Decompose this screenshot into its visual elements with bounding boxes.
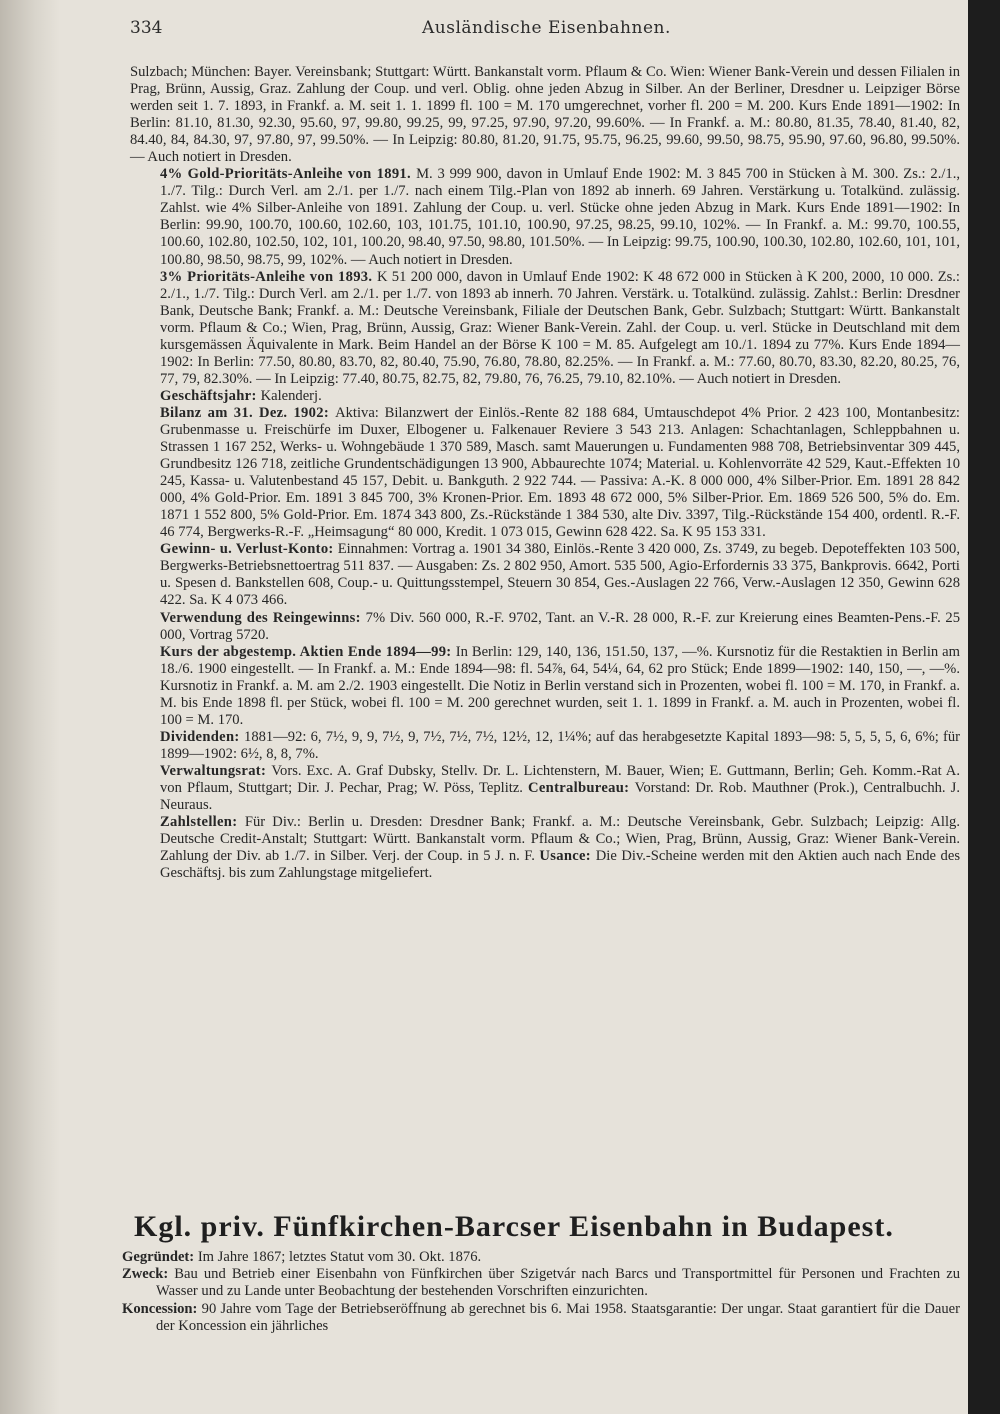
main-text [130, 64, 960, 882]
section-entries [122, 1249, 960, 1335]
paragraph-dividends: Dividenden: 1881—92: 6, 7½, 9, 9, 7½, 9, 7½, 7½, 7½, 12½, 12, 1¼%; auf das herabgesetzte Kapital 1893—98: 5, 5, 5, 5, 6, 6%; für 1899—1902: 6½, 8, 8, 7%. [160, 728, 960, 762]
paragraph-gold-priority-1891: 4% Gold-Prioritäts-Anleihe von 1891. M. 3 999 900, davon in Umlauf Ende 1902: M. 3 845 700 in Stücken à M. 300. Zs.: 2./1., 1./7. Tilg.: Durch Verl. am 2./1. per 1./7. nach einem Tilg.-Plan von 1892 ab innerh. 69 Jahren. Verstärkung u. Totalkünd. zulässig. Zahlst. wie 4% Silber-Anleihe von 1891. Zahlung der Coup. u. verl. Stücke ohne jeden Abzug in Mark. Kurs Ende 1891—1902: In Berlin: 99.90, 100.70, 100.60, 102.60, 103, 101.75, 101.10, 100.90, 97.25, 98.25, 99.10, 102%. — In Frankf. a. M.: 99.70, 100.55, 100.60, 102.80, 102.50, 102, 101, 100.20, 98.40, 97.50, 98.80, 101.50%. — In Leipzig: 99.75, 100.90, 100.30, 102.80, 102.60, 101, 101, 100.80, 98.50, 98.75, 99, 102%. — Auch notiert in Dresden. [160, 166, 960, 268]
paragraph-board: Verwaltungsrat: Vors. Exc. A. Graf Dubsky, Stellv. Dr. L. Lichtenstern, M. Bauer, Wien; E. Guttmann, Berlin; Geh. Komm.-Rat A. von Pflaum, Stuttgart; Dir. J. Pechar, Prag; W. Pöss, Teplitz. Centralbureau: Vorstand: Dr. Rob. Mauthner (Prok.), Centralbuchh. J. Neuraus. [160, 762, 960, 814]
paragraph-lead: Gewinn- u. Verlust-Konto: [160, 541, 338, 558]
page-header [130, 18, 950, 46]
page-binding-shadow [0, 0, 60, 1414]
entry-label: Zweck: [122, 1266, 175, 1283]
entry-label: Koncession: [122, 1300, 202, 1317]
paragraph-share-prices: Kurs der abgestemp. Aktien Ende 1894—99: In Berlin: 129, 140, 136, 151.50, 137, —%. Kursnotiz für die Restaktien in Berlin am 18./6. 1900 eingestellt. — In Frankf. a. M.: Ende 1894—98: fl. 54⅞, 64, 54¼, 64, 62 pro Stück; Ende 1899—1902: 140, 150, —, —%. Kursnotiz in Frankf. a. M. am 2./2. 1903 eingestellt. Die Notiz in Berlin verstand sich in Prozenten, wobei fl. 100 = M. 170, in Frankf. a. M. bis Ende 1898 fl. per Stück, wobei fl. 100 = M. 200 gerechnet wurden, seit 1. 1. 1899 in Frankf. a. M. auch in Prozenten, wobei fl. 100 = M. 170. [160, 643, 960, 728]
paragraph-lead: Kurs der abgestemp. Aktien Ende 1894—99: [160, 643, 456, 660]
section-heading: Kgl. priv. Fünfkirchen-Barcser Eisenbahn in Budapest. [134, 1210, 894, 1243]
entry-purpose: Zweck: Bau und Betrieb einer Eisenbahn von Fünfkirchen über Szigetvár nach Barcs und Transportmittel für Personen und Frachten zu Wasser und zu Lande unter Beobachtung der bestehenden Vorschriften einzurichten. [122, 1266, 960, 1300]
paragraph-bond-silver-continued: Sulzbach; München: Bayer. Vereinsbank; Stuttgart: Württ. Bankanstalt vorm. Pflaum & Co. Wien: Wiener Bank-Verein und dessen Filialen in Prag, Brünn, Aussig, Graz. Zahlung der Coup. und verl. Oblig. ohne jeden Abzug in Silber. An der Berliner, Dresdner u. Leipziger Börse werden seit 1. 7. 1893, in Frankf. a. M. seit 1. 1. 1899 fl. 100 = M. 170 umgerechnet, vorher fl. 200 = M. 200. Kurs Ende 1891—1902: In Berlin: 81.10, 81.30, 92.30, 95.60, 97, 99.80, 99.25, 99, 97.25, 97.90, 97.20, 99.60%. — In Frankf. a. M.: 80.80, 81.35, 78.40, 81.40, 82, 84.40, 84, 84.30, 97, 97.80, 97, 99.50%. — In Leipzig: 80.80, 81.20, 91.75, 95.75, 96.25, 99.60, 99.50, 98.75, 95.90, 97.60, 96.80, 99.50%. — Auch notiert in Dresden. [130, 64, 960, 166]
paragraph-lead: Zahlstellen: [160, 814, 245, 831]
entry-label: Gegründet: [122, 1249, 198, 1265]
paragraph-priority-1893: 3% Prioritäts-Anleihe von 1893. K 51 200 000, davon in Umlauf Ende 1902: K 48 672 000 in Stücken à K 200, 2000, 10 000. Zs.: 2./1., 1./7. Tilg.: Durch Verl. am 2./1. per 1./7. von 1893 ab innerh. 70 Jahren. Verstärk. u. Totalkünd. zulässig. Zahlst.: Berlin: Dresdner Bank, Deutsche Bank; Frankf. a. M.: Deutsche Vereinsbank, Filiale der Deutschen Bank, Gebr. Sulzbach; Stuttgart: Württ. Bankanstalt vorm. Pflaum & Co.; Wien, Prag, Brünn, Aussig, Graz: Wiener Bank-Verein. Zahl. der Coup. u. verl. Stücke in Deutschland mit dem kursgemässen Äquivalente in Mark. Beim Handel an der Börse K 100 = M. 85. Aufgelegt am 10./1. 1894 zu 77%. Kurs Ende 1894—1902: In Berlin: 77.50, 80.80, 83.70, 82, 80.40, 75.90, 76.80, 78.80, 82.25%. — In Frankf. a. M.: 77.60, 80.70, 83.30, 82.20, 80.25, 76, 77, 79, 82.30%. — In Leipzig: 77.40, 80.75, 82.75, 82, 79.80, 76, 76.25, 79.10, 82.10%. — Auch notiert in Dresden. [160, 268, 960, 387]
paragraph-lead-secondary: Usance: [539, 848, 596, 865]
paragraph-lead: 4% Gold-Prioritäts-Anleihe von 1891. [160, 166, 417, 183]
paragraph-lead: Verwaltungsrat: [160, 762, 272, 779]
paragraph-lead: Verwendung des Reingewinns: [160, 609, 366, 626]
paragraph-lead: 3% Prioritäts-Anleihe von 1893. [160, 268, 377, 285]
paragraph-lead: Bilanz am 31. Dez. 1902: [160, 404, 336, 421]
paragraph-paying-agents: Zahlstellen: Für Div.: Berlin u. Dresden: Dresdner Bank; Frankf. a. M.: Deutsche Vereinsbank, Gebr. Sulzbach; Leipzig: Allg. Deutsche Credit-Anstalt; Stuttgart: Württ. Bankanstalt vorm. Pflaum & Co.; Wien, Prag, Brünn, Aussig, Graz: Wiener Bank-Verein. Zahlung der Div. ab 1./7. in Silber. Verj. der Coup. in 5 J. n. F. Usance: Die Div.-Scheine werden mit den Aktien auch nach Ende des Geschäftsj. bis zum Zahlungstage mitgeliefert. [160, 814, 961, 882]
paragraph-balance-sheet: Bilanz am 31. Dez. 1902: Aktiva: Bilanzwert der Einlös.-Rente 82 188 684, Umtauschdepot 4% Prior. 2 423 100, Montanbesitz: Grubenmasse u. Freischürfe im Duxer, Elbogener u. Falkenauer Reviere 3 543 213. Anlagen: Schachtanlagen, Schleppbahnen u. Strassen 1 167 252, Werks- u. Wohngebäude 1 370 589, Masch. samt Mauerungen u. Fundamenten 988 708, Betriebsinventar 309 445, Grundbesitz 126 718, zeitliche Grundentschädigungen 13 900, Abbaurechte 1074; Material. u. Kohlenvorräte 42 529, Kaut.-Effekten 10 245, Kassa- u. Valutenbestand 45 157, Debit. u. Bankguth. 2 922 744. — Passiva: A.-K. 8 000 000, 4% Silber-Prior. Em. 1891 28 842 000, 4% Gold-Prior. Em. 1891 3 845 700, 3% Kronen-Prior. Em. 1893 48 672 000, 5% Silber-Prior. Em. 1869 526 500, 5% do. Em. 1871 1 552 800, 5% Gold-Prior. Em. 1874 343 800, Zs.-Rückstände 1 384 530, alte Div. 3397, Tilg.-Rückstände 154 400, ordentl. R.-F. 46 774, Bergwerks-R.-F. „Heimsagung“ 80 000, Kredit. 1 073 015, Gewinn 628 422. Sa. K 95 153 331. [160, 404, 960, 541]
paragraph-fiscal-year: Geschäftsjahr: Kalenderj. [160, 387, 322, 404]
entry-founded: Gegründet: Im Jahre 1867; letztes Statut vom 30. Okt. 1876. [122, 1249, 482, 1265]
running-title: Ausländische Eisenbahnen. [422, 18, 671, 38]
paragraph-profit-use: Verwendung des Reingewinns: 7% Div. 560 000, R.-F. 9702, Tant. an V.-R. 28 000, R.-F. zur Kreierung eines Beamten-Pens.-F. 25 000, Vortrag 5720. [160, 609, 960, 643]
page-number: 334 [130, 18, 163, 38]
paragraph-lead-secondary: Centralbureau: [528, 779, 635, 796]
entry-concession: Koncession: 90 Jahre vom Tage der Betriebseröffnung ab gerechnet bis 6. Mai 1958. Staatsgarantie: Der ungar. Staat garantiert für die Dauer der Koncession ein jährliches [122, 1300, 960, 1334]
paragraph-lead: Dividenden: [160, 728, 245, 745]
paragraph-profit-loss: Gewinn- u. Verlust-Konto: Einnahmen: Vortrag a. 1901 34 380, Einlös.-Rente 3 420 000, Zs. 3749, zu begeb. Depoteffekten 103 500, Bergwerks-Betriebsnettoertrag 511 837. — Ausgaben: Zs. 2 802 950, Amort. 535 500, Agio-Erfordernis 33 375, Bankprovis. 6642, Porti u. Spesen d. Bankstellen 608, Coup.- u. Quittungsstempel, Steuern 30 854, Ges.-Auslagen 22 766, Verw.-Auslagen 12 350, Gewinn 628 422. Sa. K 4 073 466. [160, 541, 960, 609]
adjacent-page-edge [968, 0, 1000, 1414]
paragraph-lead: Geschäftsjahr: [160, 387, 261, 404]
